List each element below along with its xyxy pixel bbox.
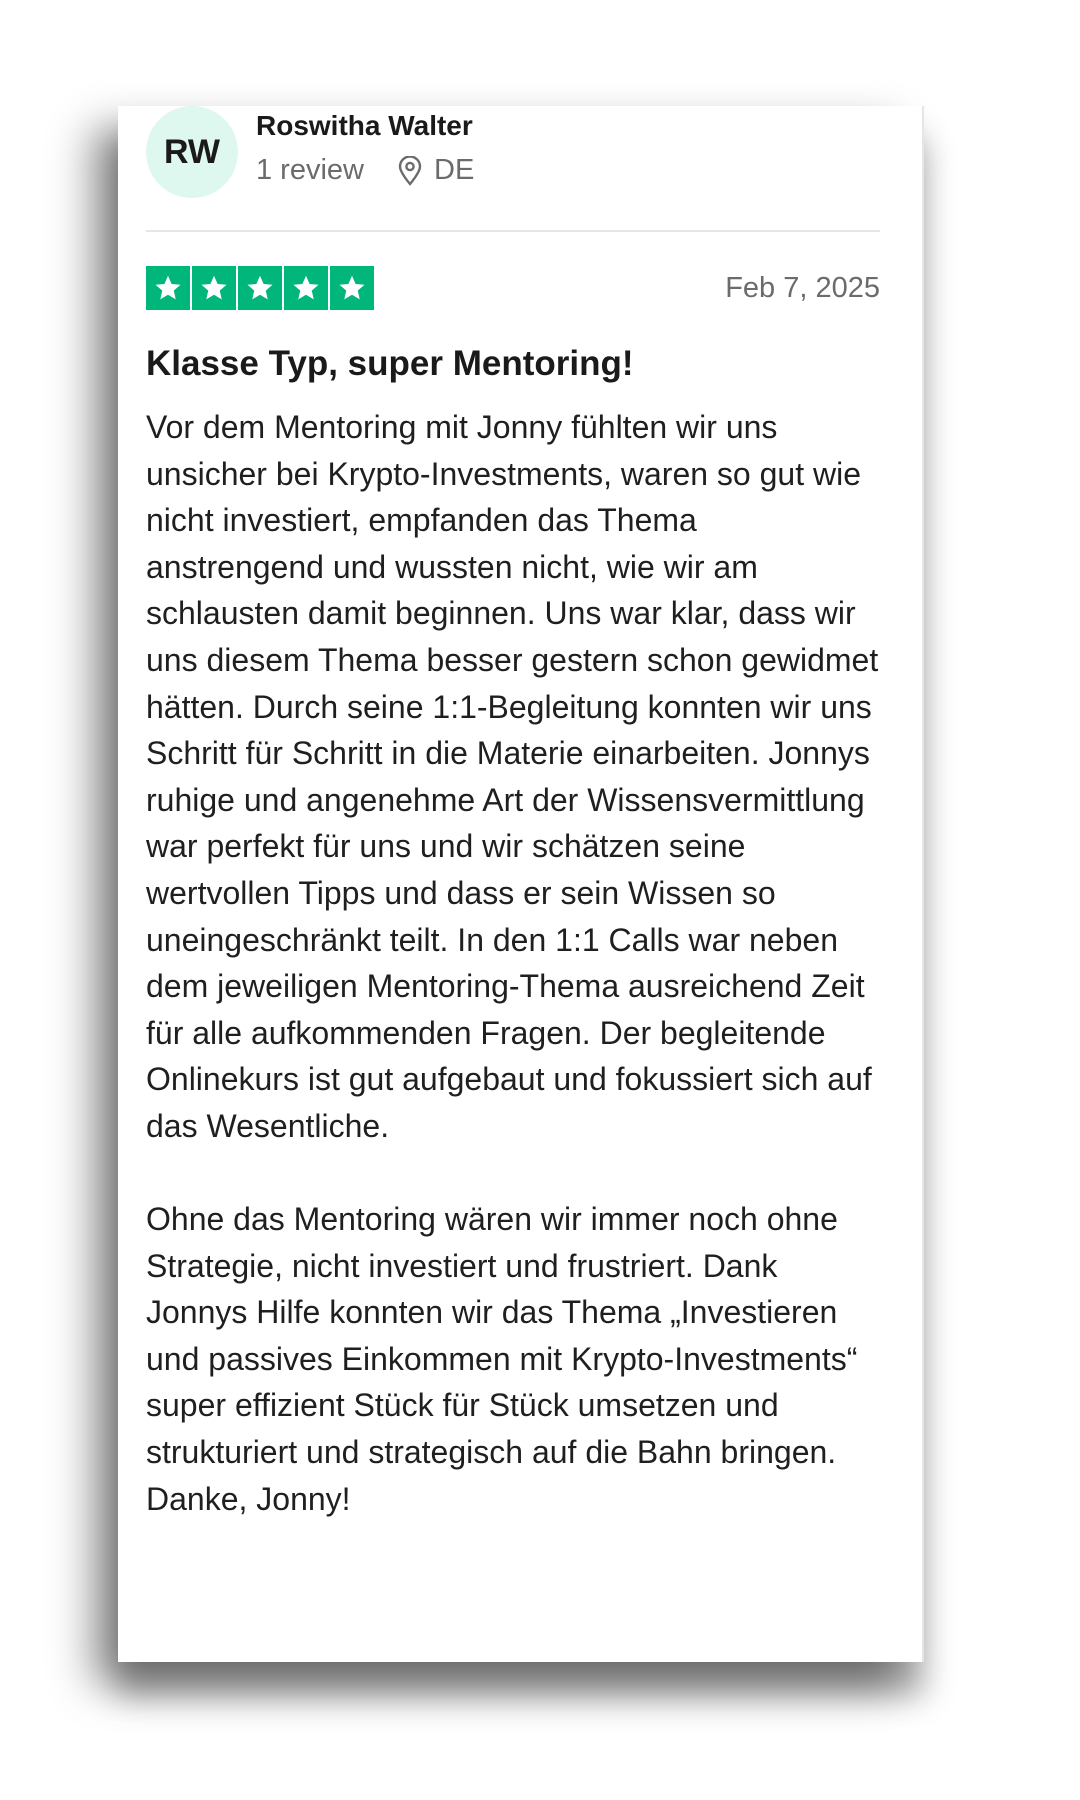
review-title[interactable]: Klasse Typ, super Mentoring! [146,344,634,383]
review-card-content [146,106,880,1517]
avatar[interactable]: RW [146,106,238,198]
star-icon [146,266,190,310]
review-date: Feb 7, 2025 [725,271,880,304]
star-icon [330,266,374,310]
rating-row [146,266,880,310]
review-count: 1 review [256,154,364,186]
review-paragraph: Ohne das Mentoring wären wir immer noch ohne Strategie, nicht investiert und frustriert. Dank Jonnys Hilfe konnten wir das Thema „Investieren und passives Einkommen mit Krypto-Investments“ super effizient Stück für Stück umsetzen und strukturiert und strategisch auf die Bahn bringen. Danke, Jonny! [146,1201,858,1517]
reviewer-meta [256,154,474,187]
reviewer-country: DE [434,154,475,186]
star-icon [192,266,236,310]
review-body [146,404,880,1522]
star-icon [238,266,282,310]
map-pin-icon [398,156,422,186]
review-paragraph: Vor dem Mentoring mit Jonny fühlten wir uns unsicher bei Krypto-Investments, waren so gut wie nicht investiert, empfanden das Thema anstrengend und wussten nicht, wie wir am schlausten damit beginnen. Uns war klar, dass wir uns diesem Thema besser gestern schon gewidmet hätten. Durch seine 1:1-Begleitung konnten wir uns Schritt für Schritt in die Materie einarbeiten. Jonnys ruhige und angenehme Art der Wissensvermittlung war perfekt für uns und wir schätzen seine wertvollen Tipps und dass er sein Wissen so uneingeschränkt teilt. In den 1:1 Calls war neben dem jeweiligen Mentoring-Thema ausreichend Zeit für alle aufkommenden Fragen. Der begleitende Onlinekurs ist gut aufgebaut und fokussiert sich auf das Wesentliche. [146,409,879,1144]
review-card [118,106,924,1662]
reviewer-header [146,106,880,230]
star-rating [146,266,374,310]
reviewer-name[interactable]: Roswitha Walter [256,110,473,141]
star-icon [284,266,328,310]
divider [146,230,880,232]
